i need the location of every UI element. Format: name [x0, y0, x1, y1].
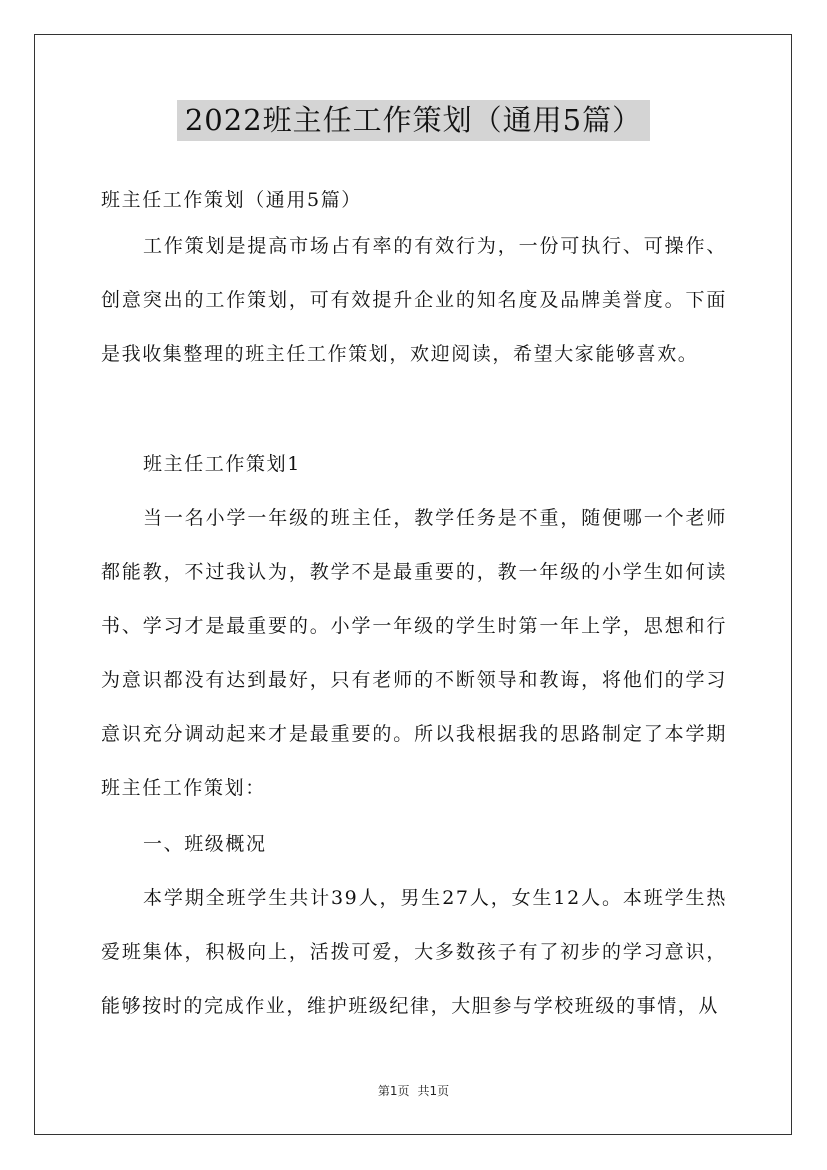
title-wrap — [0, 100, 827, 141]
plan-heading: 班主任工作策划1 — [143, 453, 301, 475]
page-footer — [0, 1082, 827, 1099]
intro-paragraph: 工作策划是提高市场占有率的有效行为，一份可执行、可操作、创意突出的工作策划，可有效提升企业的知名度及品牌美誉度。下面是我收集整理的班主任工作策划，欢迎阅读，希望大家能够喜欢。 — [101, 235, 727, 365]
document-subtitle: 班主任工作策划（通用5篇） — [101, 189, 362, 211]
section-heading: 一、班级概况 — [143, 833, 267, 855]
section-paragraph: 本学期全班学生共计39人，男生27人，女生12人。本班学生热爱班集体，积极向上，活拨可爱，大多数孩子有了初步的学习意识，能够按时的完成作业，维护班级纪律，大胆参与学校班级的事情，从 — [101, 887, 727, 1017]
page-number-total: 共1页 — [417, 1084, 450, 1098]
page-number-current: 第1页 — [377, 1084, 410, 1098]
plan-paragraph: 当一名小学一年级的班主任，教学任务是不重，随便哪一个老师都能教，不过我认为，教学不是最重要的，教一年级的小学生如何读书、学习才是最重要的。小学一年级的学生时第一年上学，思想和行为意识都没有达到最好，只有老师的不断领导和教诲，将他们的学习意识充分调动起来才是最重要的。所以我根据我的思路制定了本学期班主任工作策划： — [101, 507, 727, 799]
document-title: 2022班主任工作策划（通用5篇） — [177, 100, 650, 141]
